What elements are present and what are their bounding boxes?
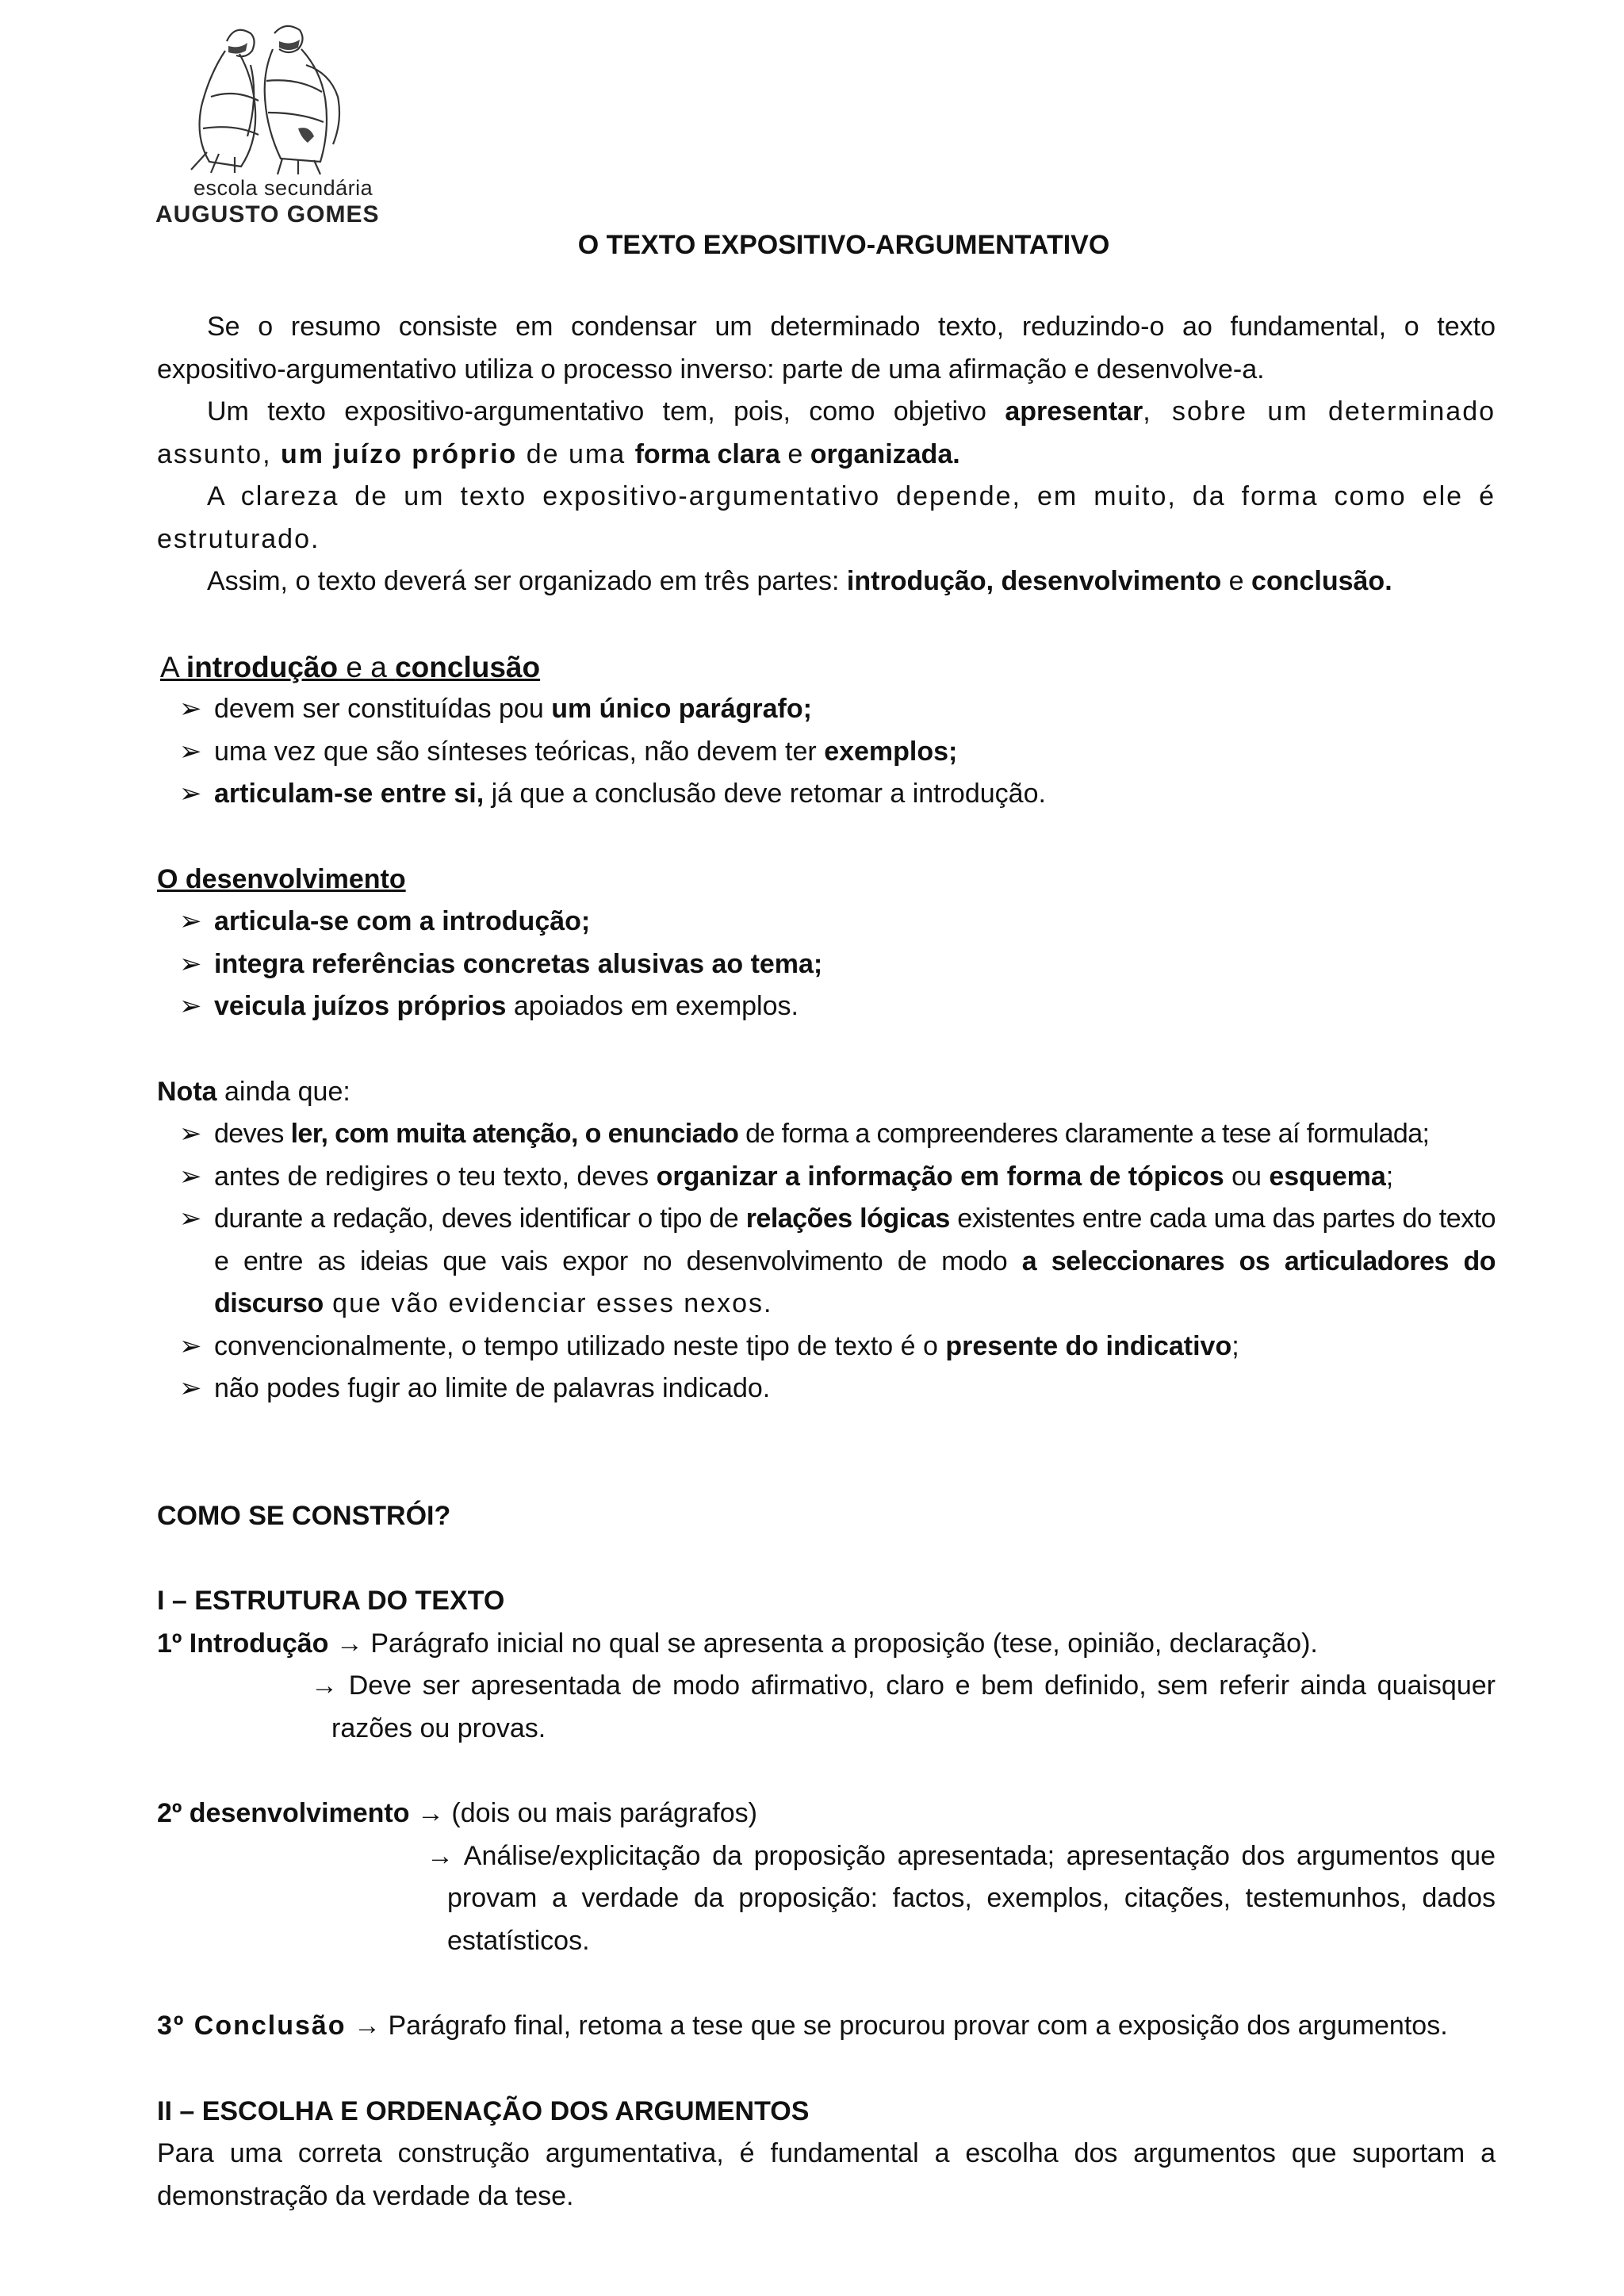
list-item: ➢ devem ser constituídas pou um único parágrafo; <box>157 688 1496 731</box>
intro-paragraph-2: Um texto expositivo-argumentativo tem, pois, como objetivo apresentar, sobre um determinado assunto, um juízo próprio de uma forma clara e organizada. <box>157 396 1496 469</box>
nota-list <box>157 1113 1496 1410</box>
section-heading-como: COMO SE CONSTRÓI? <box>157 1500 451 1531</box>
escolha-paragraph: Para uma correta construção argumentativa, é fundamental a escolha dos argumentos que suportam a demonstração da verdade da tese. <box>157 2138 1496 2211</box>
intro-paragraph-4: Assim, o texto deverá ser organizado em três partes: introdução, desenvolvimento e conclusão. <box>207 566 1392 596</box>
section-heading-desenvolvimento: O desenvolvimento <box>157 863 406 894</box>
estrutura-desenvolvimento-detail: → Análise/explicitação da proposição apresentada; apresentação dos argumentos que provam a verdade da proposição: factos, exemplos, citações, testemunhos, dados estatísticos. <box>427 1840 1496 1956</box>
list-item: ➢ articulam-se entre si, já que a conclusão deve retomar a introdução. <box>157 773 1496 816</box>
school-logo <box>155 17 385 230</box>
intro-paragraph-1: Se o resumo consiste em condensar um determinado texto, reduzindo-o ao fundamental, o texto expositivo-argumentativo utiliza o processo inverso: parte de uma afirmação e desenvolve-a. <box>157 312 1496 385</box>
list-item: ➢ antes de redigires o teu texto, deves organizar a informação em forma de tópicos ou esquema; <box>157 1156 1496 1199</box>
school-name-line1: escola secundária <box>193 176 373 200</box>
document-body <box>157 306 1496 2218</box>
intro-conclusao-list <box>157 688 1496 816</box>
list-item: ➢ não podes fugir ao limite de palavras indicado. <box>157 1368 1496 1410</box>
subheading-escolha: II – ESCOLHA E ORDENAÇÃO DOS ARGUMENTOS <box>157 2095 810 2126</box>
list-item: ➢ integra referências concretas alusivas ao tema; <box>157 943 1496 986</box>
estrutura-introducao: 1º Introdução → Parágrafo inicial no qual se apresenta a proposição (tese, opinião, declaração). <box>157 1628 1318 1659</box>
estrutura-desenvolvimento: 2º desenvolvimento → (dois ou mais parágrafos) <box>157 1798 757 1828</box>
intro-paragraph-3: A clareza de um texto expositivo-argumentativo depende, em muito, da forma como ele é estruturado. <box>157 481 1496 554</box>
list-item: ➢ deves ler, com muita atenção, o enunciado de forma a compreenderes claramente a tese aí formulada; <box>157 1113 1496 1156</box>
list-item: ➢ veicula juízos próprios apoiados em exemplos. <box>157 985 1496 1028</box>
estrutura-introducao-detail: → Deve ser apresentada de modo afirmativo, claro e bem definido, sem referir ainda quaisquer razões ou provas. <box>311 1670 1496 1743</box>
subheading-estrutura: I – ESTRUTURA DO TEXTO <box>157 1586 505 1616</box>
list-item: ➢ durante a redação, deves identificar o tipo de relações lógicas existentes entre cada uma das partes do texto e entre as ideias que vais expor no desenvolvimento de modo a seleccionares os articuladores do discurso que vão evidenciar esses nexos. <box>157 1198 1496 1326</box>
desenvolvimento-list <box>157 901 1496 1028</box>
page-title: O TEXTO EXPOSITIVO-ARGUMENTATIVO <box>577 230 1110 260</box>
section-heading-intro-conclusao: A introdução e a conclusão <box>160 650 541 683</box>
estrutura-conclusao: 3º Conclusão → Parágrafo final, retoma a tese que se procurou provar com a exposição dos argumentos. <box>157 2011 1448 2041</box>
list-item: ➢ convencionalmente, o tempo utilizado neste tipo de texto é o presente do indicativo; <box>157 1326 1496 1368</box>
list-item: ➢ uma vez que são sínteses teóricas, não devem ter exemplos; <box>157 731 1496 774</box>
section-heading-nota: Nota ainda que: <box>157 1076 350 1107</box>
school-name-line2: AUGUSTO GOMES <box>155 201 380 228</box>
list-item: ➢ articula-se com a introdução; <box>157 901 1496 943</box>
figures-drawing-icon <box>179 17 362 176</box>
